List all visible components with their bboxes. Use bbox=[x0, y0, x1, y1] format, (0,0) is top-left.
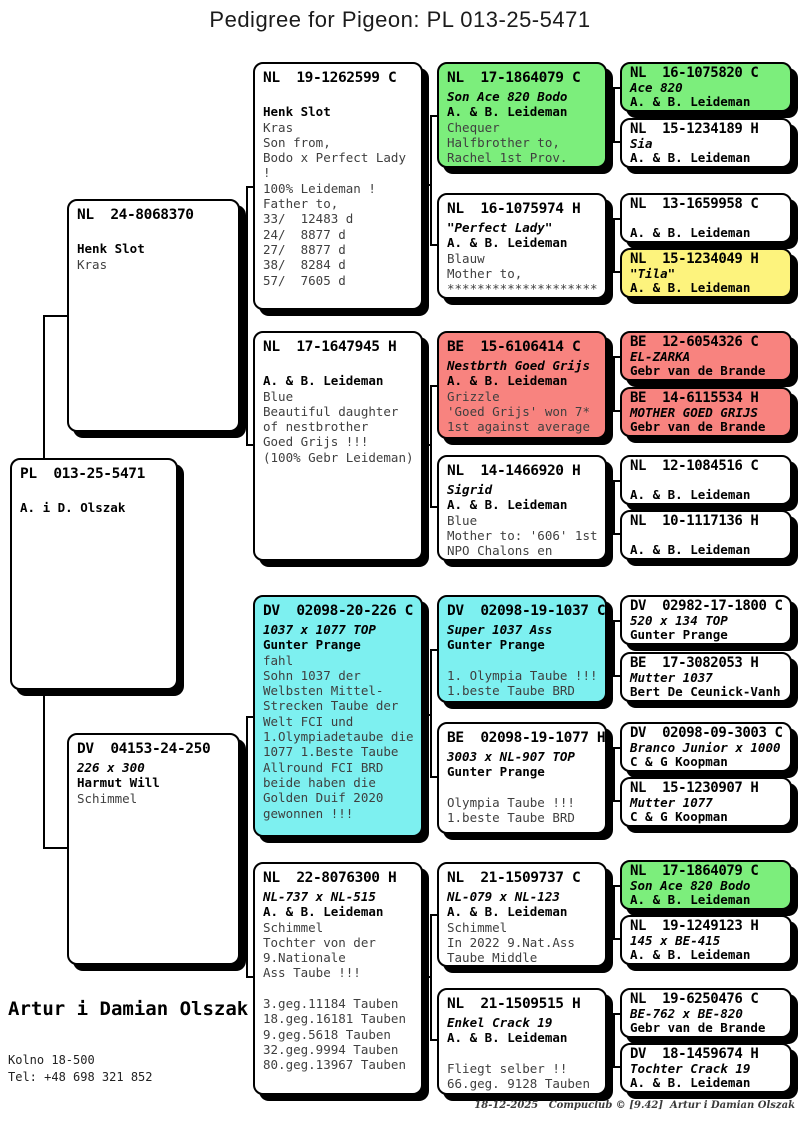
box-line: Bodo x Perfect Lady bbox=[263, 150, 406, 166]
box-line: A. & B. Leideman bbox=[447, 904, 568, 920]
box-line: beide haben die bbox=[263, 774, 376, 790]
box-sire-nl-24-8068370[interactable] bbox=[67, 199, 240, 432]
ring-number: DV 02982-17-1800 C bbox=[630, 598, 783, 614]
box-line: Tochter Crack 19 bbox=[630, 1060, 751, 1076]
box-line: 1077 1.Beste Taube bbox=[263, 744, 399, 760]
box-line: A. & B. Leideman bbox=[630, 94, 751, 109]
box-line: Mutter 1037 bbox=[630, 669, 713, 685]
box-line: 9.Nationale bbox=[263, 950, 346, 966]
box-line bbox=[447, 1046, 598, 1061]
box-line: A. & B. Leideman bbox=[630, 892, 751, 907]
box-line: A. & B. Leideman bbox=[630, 225, 751, 240]
ring-number: NL 19-1262599 C bbox=[263, 70, 397, 86]
box-line: Mutter 1077 bbox=[630, 794, 713, 810]
box-line: A. i D. Olszak bbox=[20, 500, 126, 516]
box-line: 18.geg.16181 Tauben bbox=[263, 1011, 406, 1027]
box-line: 57/ 7605 d bbox=[263, 272, 346, 288]
box-line: C & G Koopman bbox=[630, 754, 728, 769]
box-line: Sohn 1037 der bbox=[263, 667, 361, 683]
box-dv-18-1459674[interactable] bbox=[620, 1043, 792, 1093]
box-line: NPO Chalons en bbox=[447, 543, 553, 559]
box-line: Gebr van de Brande bbox=[630, 419, 766, 434]
connector-bracket-gen5-7 bbox=[613, 885, 620, 940]
box-line: Rachel 1st Prov. bbox=[447, 150, 568, 166]
box-line: A. & B. Leideman bbox=[630, 150, 751, 165]
box-line: A. & B. Leideman bbox=[630, 947, 751, 962]
ring-number: DV 02098-19-1037 C bbox=[447, 603, 606, 619]
box-dv-02982-17-1800[interactable] bbox=[620, 595, 792, 645]
ring-number: NL 16-1075974 H bbox=[447, 201, 581, 217]
box-line: Strecken Taube der bbox=[263, 698, 399, 714]
box-line: Fliegt selber !! bbox=[447, 1060, 568, 1076]
connector-bracket-gen5-3 bbox=[613, 356, 620, 412]
box-line: NL-079 x NL-123 bbox=[447, 889, 560, 904]
connector-bracket-gen5-2 bbox=[613, 218, 620, 273]
box-line: fahl bbox=[263, 652, 294, 668]
box-line: Gebr van de Brande bbox=[630, 363, 766, 378]
box-line: BE-762 x BE-820 bbox=[630, 1005, 743, 1021]
box-line: 80.geg.13967 Tauben bbox=[263, 1057, 406, 1073]
box-line: 1037 x 1077 TOP bbox=[263, 622, 376, 637]
box-dam-dv-04153-24-250[interactable] bbox=[67, 733, 240, 965]
ring-number: NL 21-1509737 C bbox=[447, 870, 581, 886]
box-line: A. & B. Leideman bbox=[447, 497, 568, 513]
box-be-02098-19-1077[interactable] bbox=[437, 722, 607, 834]
box-line: gewonnen !!! bbox=[263, 805, 354, 821]
ring-number: DV 02098-09-3003 C bbox=[630, 725, 783, 741]
ring-number: PL 013-25-5471 bbox=[20, 466, 145, 482]
box-line: 145 x BE-415 bbox=[630, 932, 721, 948]
box-line: Gunter Prange bbox=[263, 637, 361, 653]
ring-number: NL 17-1864079 C bbox=[630, 863, 759, 879]
ring-number: BE 12-6054326 C bbox=[630, 334, 759, 350]
box-line: Sigrid bbox=[447, 482, 493, 497]
box-line: (100% Gebr Leideman) bbox=[263, 449, 414, 465]
box-line: Gunter Prange bbox=[447, 637, 545, 653]
ring-number: BE 02098-19-1077 H bbox=[447, 730, 606, 746]
box-line bbox=[77, 226, 231, 241]
ring-number: NL 17-1864079 C bbox=[447, 70, 581, 86]
box-line: A. & B. Leideman bbox=[263, 904, 384, 920]
box-line bbox=[630, 529, 784, 544]
box-line: Welbsten Mittel- bbox=[263, 683, 384, 699]
box-line: A. & B. Leideman bbox=[447, 1030, 568, 1046]
box-line: Blue bbox=[447, 512, 478, 528]
box-line: A. & B. Leideman bbox=[630, 280, 751, 295]
box-nl-15-1234189[interactable] bbox=[620, 118, 792, 168]
ring-number: NL 12-1084516 C bbox=[630, 458, 759, 474]
box-dv-02098-20-226[interactable] bbox=[253, 595, 423, 837]
box-line: Henk Slot bbox=[263, 104, 331, 120]
ring-number: NL 17-1647945 H bbox=[263, 339, 397, 355]
box-line: Goed Grijs !!! bbox=[263, 434, 369, 450]
box-be-14-6115534[interactable] bbox=[620, 387, 792, 437]
box-nl-21-1509737[interactable] bbox=[437, 862, 607, 967]
page-title: Pedigree for Pigeon: PL 013-25-5471 bbox=[209, 7, 591, 32]
box-line: 1.beste Taube BRD bbox=[447, 810, 575, 826]
box-line: A. & B. Leideman bbox=[447, 373, 568, 389]
connector-bracket-gen5-8 bbox=[613, 1013, 620, 1068]
box-nl-15-1230907[interactable] bbox=[620, 777, 792, 827]
box-nl-13-1659958[interactable] bbox=[620, 193, 792, 243]
box-be-17-3082053[interactable] bbox=[620, 652, 792, 702]
connector-bracket-gen5-1 bbox=[613, 87, 620, 143]
box-line: 9.geg.5618 Tauben bbox=[263, 1026, 391, 1042]
connector-bracket-gen3-b bbox=[246, 716, 253, 978]
box-line: Taube Middle bbox=[447, 950, 538, 966]
box-subject-pl-013-25-5471[interactable] bbox=[10, 458, 178, 690]
box-line: ! bbox=[263, 165, 271, 181]
footer-credit: 18-12-2025 Compuclub © [9.42] Artur i Damian Olszak bbox=[474, 1100, 795, 1111]
connector-bracket-gen4-b bbox=[430, 385, 437, 508]
box-nl-17-1864079-2[interactable] bbox=[620, 860, 792, 910]
connector-bracket-gen5-6 bbox=[613, 747, 620, 802]
box-line bbox=[447, 653, 598, 668]
box-line: "Tila" bbox=[630, 265, 676, 281]
ring-number: BE 17-3082053 H bbox=[630, 655, 759, 671]
box-line: A. & B. Leideman bbox=[630, 1075, 751, 1090]
box-line: Harmut Will bbox=[77, 775, 160, 791]
box-line: Halfbrother to, bbox=[447, 134, 560, 150]
box-line: MOTHER GOED GRIJS bbox=[630, 404, 758, 420]
box-line: 38/ 8284 d bbox=[263, 257, 346, 273]
connector-bracket-gen3-a bbox=[246, 186, 253, 446]
ring-number: NL 15-1234189 H bbox=[630, 121, 759, 137]
box-nl-16-1075820[interactable] bbox=[620, 62, 792, 112]
box-line: 32.geg.9994 Tauben bbox=[263, 1041, 399, 1057]
box-line: 1. Olympia Taube !!! bbox=[447, 667, 598, 683]
box-nl-14-1466920[interactable] bbox=[437, 455, 607, 561]
box-line: Super 1037 Ass bbox=[447, 622, 553, 637]
box-line: 33/ 12483 d bbox=[263, 211, 354, 227]
box-nl-17-1647945[interactable] bbox=[253, 331, 423, 561]
box-line: Father to, bbox=[263, 196, 339, 212]
box-nl-12-1084516[interactable] bbox=[620, 455, 792, 505]
box-line: Son from, bbox=[263, 134, 331, 150]
ring-number: NL 14-1466920 H bbox=[447, 463, 581, 479]
box-line: 3.geg.11184 Tauben bbox=[263, 996, 399, 1012]
box-be-15-6106414[interactable] bbox=[437, 331, 607, 439]
box-line: 1.Olympiadetaube die bbox=[263, 729, 414, 745]
box-line: A. & B. Leideman bbox=[447, 235, 568, 251]
ring-number: NL 22-8076300 H bbox=[263, 870, 397, 886]
box-line: Kras bbox=[77, 256, 108, 272]
box-line: Nestbrth Goed Grijs bbox=[447, 358, 590, 373]
box-line: Kras bbox=[263, 119, 294, 135]
box-line: ******************** bbox=[447, 281, 598, 297]
box-line: 'Goed Grijs' won 7* bbox=[447, 403, 590, 419]
box-line: 27/ 8877 d bbox=[263, 241, 346, 257]
box-line bbox=[20, 485, 169, 500]
box-line bbox=[447, 780, 598, 795]
ring-number: NL 16-1075820 C bbox=[630, 65, 759, 81]
box-line: "Perfect Lady" bbox=[447, 220, 553, 235]
box-line: Enkel Crack 19 bbox=[447, 1015, 553, 1030]
box-line: 100% Leideman ! bbox=[263, 180, 376, 196]
box-line: A. & B. Leideman bbox=[630, 487, 751, 502]
box-line: Schimmel bbox=[263, 919, 324, 935]
box-line: Ace 820 bbox=[630, 79, 683, 95]
box-nl-21-1509515[interactable] bbox=[437, 988, 607, 1095]
box-line: Son Ace 820 Bodo bbox=[447, 89, 568, 104]
box-line: Tochter von der bbox=[263, 934, 376, 950]
owner-phone: Tel: +48 698 321 852 bbox=[8, 1070, 153, 1084]
connector-bracket-gen4-c bbox=[430, 649, 437, 778]
box-line: 520 x 134 TOP bbox=[630, 612, 728, 628]
box-line: 66.geg. 9128 Tauben bbox=[447, 1076, 590, 1092]
ring-number: NL 15-1230907 H bbox=[630, 780, 759, 796]
box-line: Mother to, bbox=[447, 265, 523, 281]
box-line: Gunter Prange bbox=[447, 764, 545, 780]
box-line bbox=[263, 89, 414, 104]
box-line: Chequer bbox=[447, 119, 500, 135]
connector-bracket-gen4-a bbox=[430, 115, 437, 246]
box-line: of nestbrother bbox=[263, 419, 369, 435]
box-dv-02098-09-3003[interactable] bbox=[620, 722, 792, 772]
box-nl-19-6250476[interactable] bbox=[620, 988, 792, 1038]
box-line: Olympia Taube !!! bbox=[447, 794, 575, 810]
owner-address: Kolno 18-500 bbox=[8, 1053, 95, 1067]
box-line: Blue bbox=[263, 388, 294, 404]
box-nl-17-1864079[interactable] bbox=[437, 62, 607, 168]
box-line: 226 x 300 bbox=[77, 760, 145, 775]
box-line: NL-737 x NL-515 bbox=[263, 889, 376, 904]
box-line: C & G Koopman bbox=[630, 809, 728, 824]
ring-number: NL 10-1117136 H bbox=[630, 513, 759, 529]
box-line: Schimmel bbox=[77, 790, 138, 806]
box-line: Mother to: '606' 1st bbox=[447, 527, 598, 543]
box-line: Beautiful daughter bbox=[263, 403, 399, 419]
ring-number: NL 13-1659958 C bbox=[630, 196, 759, 212]
box-line: EL-ZARKA bbox=[630, 348, 691, 364]
ring-number: NL 15-1234049 H bbox=[630, 251, 759, 267]
box-line: A. & B. Leideman bbox=[630, 542, 751, 557]
ring-number: NL 19-6250476 C bbox=[630, 991, 759, 1007]
box-line: Branco Junior x 1000 bbox=[630, 739, 781, 755]
box-nl-19-1262599[interactable] bbox=[253, 62, 423, 310]
box-nl-16-1075974[interactable] bbox=[437, 193, 607, 299]
box-nl-22-8076300[interactable] bbox=[253, 862, 423, 1095]
ring-number: DV 02098-20-226 C bbox=[263, 603, 413, 619]
box-line: 1.beste Taube BRD bbox=[447, 683, 575, 699]
box-line: 1st against average bbox=[447, 419, 590, 435]
box-dv-02098-19-1037[interactable] bbox=[437, 595, 607, 703]
box-be-12-6054326[interactable] bbox=[620, 331, 792, 381]
box-line: Ass Taube !!! bbox=[263, 965, 361, 981]
connector-bracket-gen5-5 bbox=[613, 620, 620, 677]
box-line: Golden Duif 2020 bbox=[263, 790, 384, 806]
box-nl-10-1117136[interactable] bbox=[620, 510, 792, 560]
owner-name: Artur i Damian Olszak bbox=[8, 998, 249, 1020]
box-line: 3003 x NL-907 TOP bbox=[447, 749, 575, 764]
box-line: Gebr van de Brande bbox=[630, 1020, 766, 1035]
ring-number: DV 18-1459674 H bbox=[630, 1046, 759, 1062]
box-line: Allround FCI BRD bbox=[263, 759, 384, 775]
connector-bracket-gen4-d bbox=[430, 914, 437, 1041]
box-nl-15-1234049[interactable] bbox=[620, 248, 792, 298]
box-line: Henk Slot bbox=[77, 241, 145, 257]
box-line: In 2022 9.Nat.Ass bbox=[447, 934, 575, 950]
ring-number: NL 19-1249123 H bbox=[630, 918, 759, 934]
ring-number: NL 21-1509515 H bbox=[447, 996, 581, 1012]
box-line bbox=[263, 358, 414, 373]
box-line: 24/ 8877 d bbox=[263, 226, 346, 242]
box-line: Blauw bbox=[447, 250, 485, 266]
box-line: Son Ace 820 Bodo bbox=[630, 877, 751, 893]
ring-number: BE 15-6106414 C bbox=[447, 339, 581, 355]
box-line: Bert De Ceunick-Vanh bbox=[630, 684, 781, 699]
box-line: Gunter Prange bbox=[630, 627, 728, 642]
box-line bbox=[263, 981, 414, 996]
connector-bracket-gen5-4 bbox=[613, 480, 620, 535]
box-line bbox=[630, 212, 784, 227]
ring-number: BE 14-6115534 H bbox=[630, 390, 759, 406]
box-line: A. & B. Leideman bbox=[263, 373, 384, 389]
box-line: Sia bbox=[630, 135, 653, 151]
box-line: Grizzle bbox=[447, 388, 500, 404]
box-nl-19-1249123[interactable] bbox=[620, 915, 792, 965]
box-line: Schimmel bbox=[447, 919, 508, 935]
ring-number: NL 24-8068370 bbox=[77, 207, 194, 223]
ring-number: DV 04153-24-250 bbox=[77, 741, 211, 757]
box-line: Welt FCI und bbox=[263, 713, 354, 729]
box-line: A. & B. Leideman bbox=[447, 104, 568, 120]
box-line bbox=[630, 474, 784, 489]
